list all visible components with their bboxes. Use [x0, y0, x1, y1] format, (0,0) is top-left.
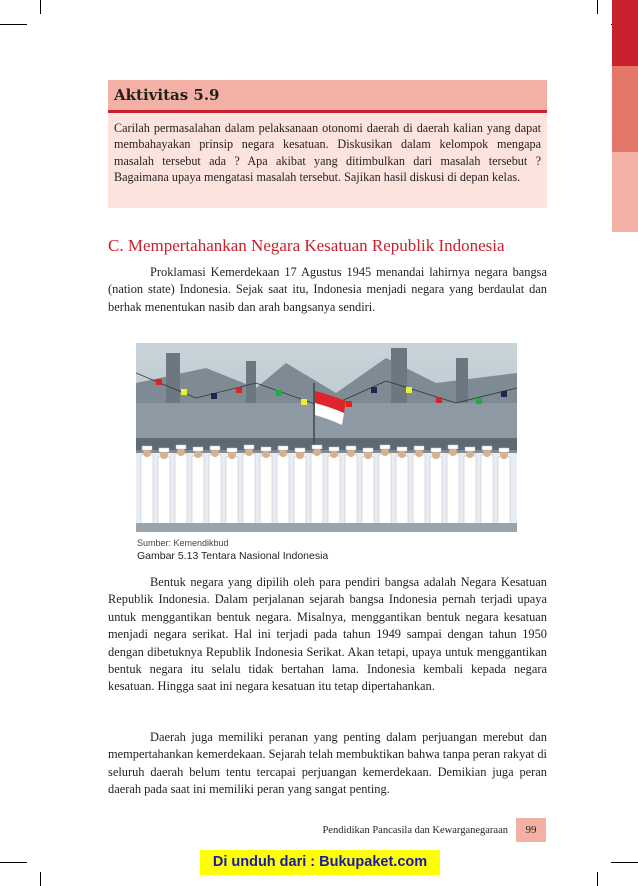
footer-book-title: Pendidikan Pancasila dan Kewarganegaraan: [322, 825, 508, 836]
paragraph: [108, 729, 547, 799]
paragraph: [108, 264, 547, 316]
activity-box: [108, 80, 547, 202]
paragraph-text: Proklamasi Kemerdekaan 17 Agustus 1945 menandai lahirnya negara bangsa (nation state) Indonesia. Sejak saat itu, Indonesia menjadi negara yang berdaulat dan berhak menentukan nasib dan arah bangsanya sendiri.: [108, 265, 547, 314]
chapter-tab-light: [612, 152, 638, 232]
download-watermark: Di unduh dari : Bukupaket.com: [200, 850, 440, 875]
activity-title: Aktivitas 5.9: [108, 80, 547, 110]
crop-mark: [597, 872, 598, 886]
crop-mark: [597, 0, 598, 14]
section-title: C. Mempertahankan Negara Kesatuan Republik Indonesia: [108, 236, 505, 255]
crop-mark: [40, 872, 41, 886]
page-number: 99: [516, 818, 546, 842]
chapter-tab-dark: [612, 0, 638, 66]
crop-mark: [40, 0, 41, 14]
chapter-tab-medium: [612, 66, 638, 152]
paragraph-text: Bentuk negara yang dipilih oleh para pendiri bangsa adalah Negara Kesatuan Republik Indonesia. Dalam perjalanan sejarah bangsa Indonesia pernah terjadi upaya untuk menggantikan bentuk negara. Misalnya, menggantikan bentuk negara kesatuan menjadi negara serikat. Hal ini terjadi pada tahun 1949 sampai dengan tahun 1950 dengan dibetuknya Republik Indonesia Serikat. Akan tetapi, upaya untuk menggantikan bentuk negara itu selalu tidak bertahan lama. Indonesia kembali kepada negara kesatuan. Hingga saat ini negara kesatuan itu tetap dipertahankan.: [108, 575, 547, 694]
figure-photo-navy-parade: [136, 343, 517, 532]
figure-source: Sumber: Kemendikbud: [137, 538, 229, 548]
activity-body: Carilah permasalahan dalam pelaksanaan otonomi daerah di daerah kalian yang dapat membahayakan prinsip negara kesatuan. Diskusikan dalam kelompok mengapa masalah tersebut ada ? Apa akibat yang ditimbulkan dari masalah tersebut ? Bagaimana upaya mengatasi masalah tersebut. Sajikan hasil diskusi di depan kelas.: [108, 113, 547, 208]
paragraph: [108, 574, 547, 696]
figure-caption: Gambar 5.13 Tentara Nasional Indonesia: [137, 550, 329, 562]
crop-mark: [0, 862, 27, 863]
photo-illustration: [136, 343, 517, 532]
crop-mark: [611, 862, 638, 863]
crop-mark: [0, 24, 27, 25]
paragraph-text: Daerah juga memiliki peranan yang penting dalam perjuangan merebut dan mempertahankan kemerdekaan. Sejarah telah membuktikan bahwa tanpa peran rakyat di seluruh daerah belum tentu tercapai perjuangan kemerdekaan. Demikian juga peran daerah pada saat ini memiliki peran yang sangat penting.: [108, 730, 547, 797]
